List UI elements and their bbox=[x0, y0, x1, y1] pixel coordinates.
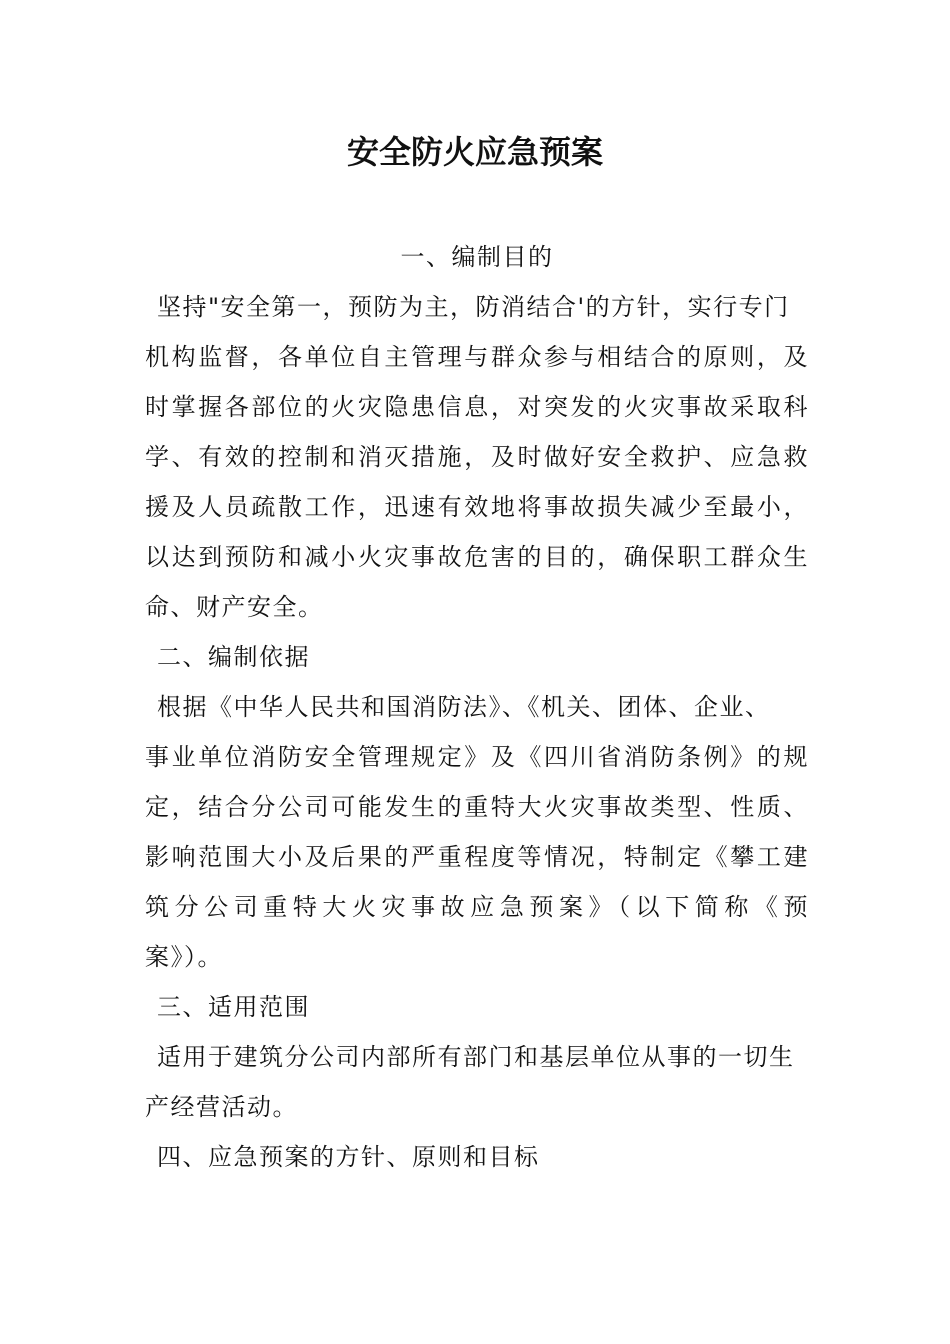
paragraph-line: 产经营活动。 bbox=[145, 1093, 298, 1121]
document-title: 安全防火应急预案 bbox=[346, 133, 603, 171]
paragraph-line: 时掌握各部位的火灾隐患信息，对突发的火灾事故采取科 bbox=[145, 393, 809, 421]
paragraph-line: 筑分公司重特大火灾事故应急预案》（以下简称《预 bbox=[145, 893, 809, 921]
paragraph-line: 援及人员疏散工作，迅速有效地将事故损失减少至最小， bbox=[145, 493, 809, 521]
paragraph-line: 学、有效的控制和消灭措施，及时做好安全救护、应急救 bbox=[145, 443, 809, 471]
document-body bbox=[145, 232, 809, 1182]
paragraph-line: 适用于建筑分公司内部所有部门和基层单位从事的一切生 bbox=[157, 1043, 795, 1071]
paragraph-line: 影响范围大小及后果的严重程度等情况，特制定《攀工建 bbox=[145, 843, 809, 871]
paragraph-line: 事业单位消防安全管理规定》及《四川省消防条例》的规 bbox=[145, 743, 809, 771]
section-heading-1: 一、编制目的 bbox=[400, 243, 554, 271]
paragraph-line: 坚持"安全第一，预防为主，防消结合'的方针，实行专门 bbox=[157, 293, 790, 321]
paragraph-line: 以达到预防和减小火灾事故危害的目的，确保职工群众生 bbox=[145, 543, 809, 571]
section-heading-2: 二、编制依据 bbox=[157, 643, 310, 671]
paragraph-line: 机构监督，各单位自主管理与群众参与相结合的原则，及 bbox=[145, 343, 809, 371]
paragraph-line: 案》）。 bbox=[145, 943, 223, 971]
paragraph-line: 根据《中华人民共和国消防法》、《机关、团体、企业、 bbox=[157, 693, 771, 721]
paragraph-line: 定，结合分公司可能发生的重特大火灾事故类型、性质、 bbox=[145, 793, 809, 821]
section-heading-3: 三、适用范围 bbox=[157, 993, 310, 1021]
paragraph-line: 命、财产安全。 bbox=[145, 593, 324, 621]
section-heading-4: 四、应急预案的方针、原则和目标 bbox=[157, 1143, 540, 1171]
